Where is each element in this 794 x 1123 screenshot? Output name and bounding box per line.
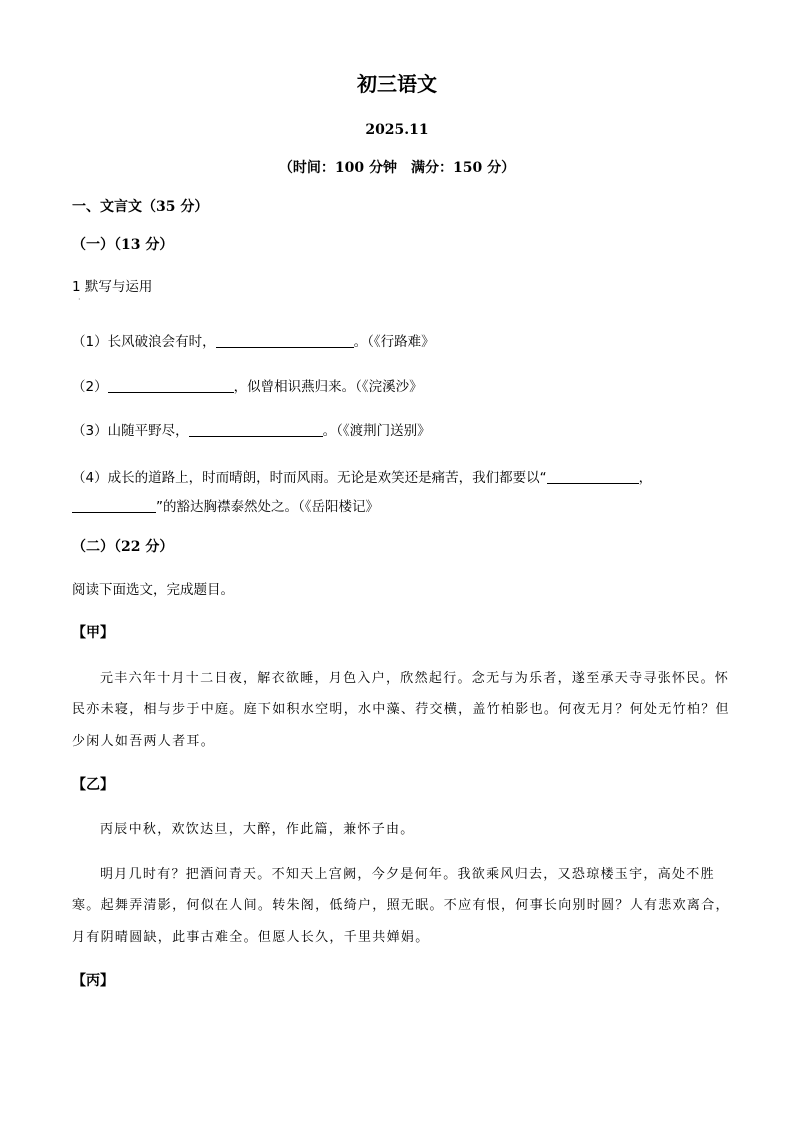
decorative-dot: ·	[78, 295, 81, 304]
passage-jia-line-1: 元丰六年十月十二日夜，解衣欲睡，月色入户，欣然起行。念无与为乐者，遂至承天寺寻张怀民。怀	[100, 671, 730, 686]
passage-tag-yi: 【乙】	[72, 777, 114, 793]
q2-prefix: （2）	[72, 379, 108, 395]
q4-answer-blank-1[interactable]	[547, 468, 639, 484]
passage-jia-line-3: 少闲人如吾两人者耳。	[72, 734, 216, 749]
section-heading-classical: 一、文言文（35 分）	[72, 199, 209, 215]
exam-info: （时间：100 分钟 满分：150 分）	[278, 160, 516, 176]
passage-tag-bing: 【丙】	[72, 973, 114, 989]
passage-yi-line-2: 寒。起舞弄清影，何似在人间。转朱阁，低绮户，照无眠。不应有恨，何事长向别时圆？人有悲欢离合，	[72, 898, 730, 913]
q3-suffix: 。（《渡荆门送别》	[322, 423, 431, 439]
passage-jia-line-2: 民亦未寝，相与步于中庭。庭下如积水空明，水中藻、荇交横，盖竹柏影也。何夜无月？何处无竹柏？但	[72, 702, 730, 717]
q4-prefix: （4）成长的道路上，时而晴朗，时而风雨。无论是欢笑还是痛苦，我们都要以“	[72, 470, 547, 486]
q4-suffix: ”的豁达胸襟泰然处之。（《岳阳楼记》	[156, 499, 379, 515]
q1-suffix: 。（《行路难》	[353, 334, 435, 350]
question-3	[72, 419, 431, 439]
q4-comma: ，	[638, 470, 653, 486]
question-1	[72, 330, 435, 350]
q3-answer-blank[interactable]	[189, 421, 323, 437]
part-heading-2: （二）（22 分）	[72, 539, 174, 555]
q4-answer-blank-2[interactable]	[72, 497, 156, 513]
passage-yi-line-1: 明月几时有？把酒问青天。不知天上宫阙，今夕是何年。我欲乘风归去，又恐琼楼玉宇，高处不胜	[100, 867, 715, 882]
q3-prefix: （3）山随平野尽，	[72, 423, 189, 439]
question-4-line-2	[72, 495, 379, 515]
exam-date: 2025.11	[365, 122, 429, 138]
q1-prefix: （1）长风破浪会有时，	[72, 334, 216, 350]
q2-suffix: ，似曾相识燕归来。（《浣溪沙》	[233, 379, 423, 395]
reading-instruction: 阅读下面选文，完成题目。	[72, 582, 234, 598]
page-title: 初三语文	[357, 72, 437, 96]
part-heading-1: （一）（13 分）	[72, 237, 174, 253]
passage-yi-line-3: 月有阴晴圆缺，此事古难全。但愿人长久，千里共婵娟。	[72, 930, 430, 945]
passage-tag-jia: 【甲】	[72, 625, 114, 641]
question-title: 1 默写与运用	[72, 279, 153, 295]
passage-yi-preface: 丙辰中秋，欢饮达旦，大醉，作此篇，兼怀子由。	[100, 822, 415, 837]
question-2	[72, 375, 423, 395]
question-4-line-1	[72, 466, 652, 486]
q1-answer-blank[interactable]	[216, 332, 354, 348]
q2-answer-blank[interactable]	[108, 377, 234, 393]
